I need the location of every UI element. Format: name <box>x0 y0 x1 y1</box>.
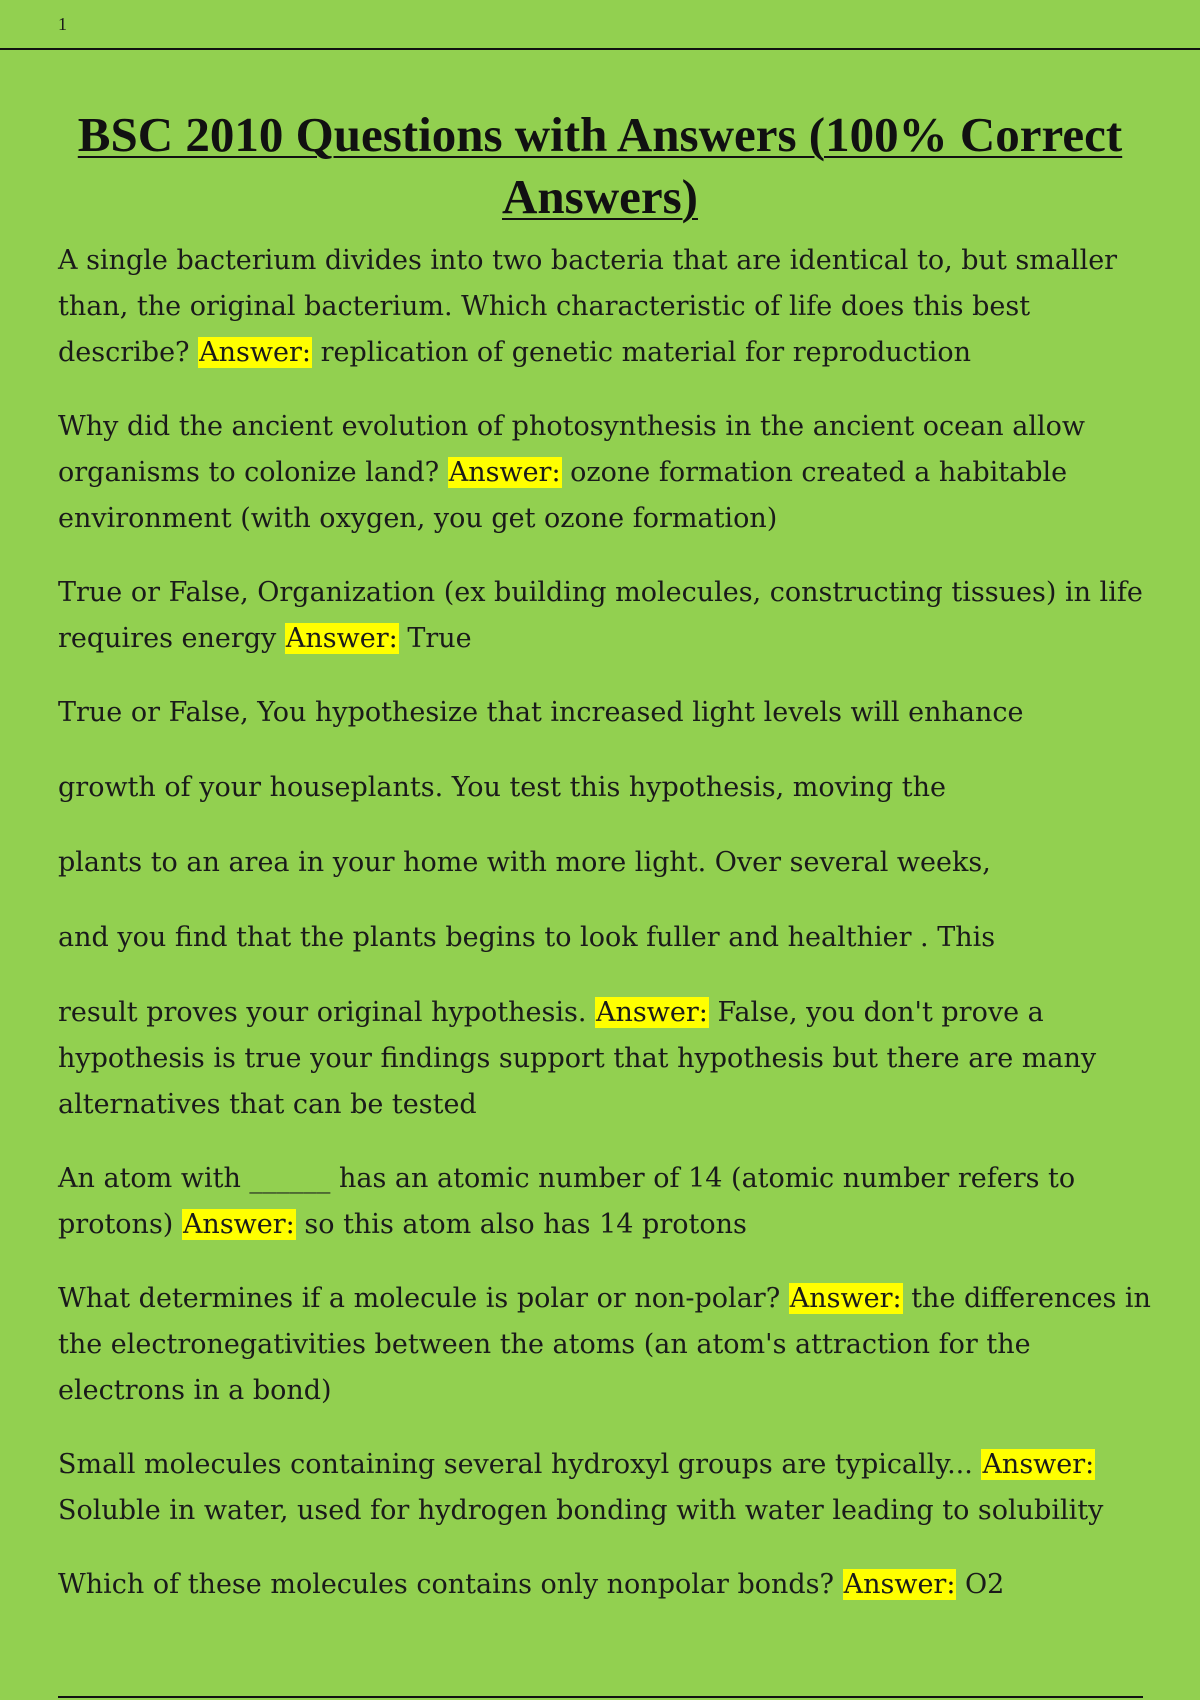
question-text: True or False, Organization (ex building molecules, constructing tissues) in life requires energy <box>58 577 1143 654</box>
question-line: growth of your houseplants. You test this hypothesis, moving the <box>58 772 947 803</box>
answer-text: replication of genetic material for reproduction <box>320 337 971 368</box>
document-title: BSC 2010 Questions with Answers (100% Correct Answers) <box>77 107 1123 224</box>
answer-label: Answer: <box>789 1283 902 1314</box>
page-number: 1 <box>58 14 67 34</box>
qa-list <box>58 238 1158 1636</box>
answer-label: Answer: <box>182 1209 295 1240</box>
answer-label: Answer: <box>843 1569 956 1600</box>
question-text: What determines if a molecule is polar or non-polar? <box>58 1283 781 1314</box>
answer-label: Answer: <box>448 457 561 488</box>
answer-text: so this atom also has 14 protons <box>304 1209 747 1240</box>
header-divider <box>0 48 1200 50</box>
question-text: An atom with ______ has an atomic number of 14 (atomic number refers to protons) <box>58 1163 1076 1240</box>
question-text: Why did the ancient evolution of photosynthesis in the ancient ocean allow organisms to colonize land? <box>58 411 1085 488</box>
qa-item <box>58 404 1158 542</box>
answer-text: False, you don't prove a hypothesis is true your findings support that hypothesis but there are many alternatives that can be tested <box>58 997 1097 1120</box>
qa-item <box>58 238 1158 376</box>
qa-item <box>58 1442 1158 1534</box>
question-line: and you find that the plants begins to look fuller and healthier . This <box>58 922 996 953</box>
answer-text: Soluble in water, used for hydrogen bonding with water leading to solubility <box>58 1495 1104 1526</box>
qa-item <box>58 1156 1158 1248</box>
qa-item <box>58 570 1158 662</box>
answer-label: Answer: <box>982 1449 1095 1480</box>
answer-text: the differences in the electronegativities between the atoms (an atom's attraction for the electrons in a bond) <box>58 1283 1151 1406</box>
answer-label: Answer: <box>285 623 398 654</box>
qa-item <box>58 1562 1158 1608</box>
question-text: Small molecules containing several hydroxyl groups are typically... <box>58 1449 973 1480</box>
answer-text: True <box>407 623 472 654</box>
question-line: True or False, You hypothesize that increased light levels will enhance <box>58 697 1024 728</box>
answer-text: O2 <box>965 1569 1005 1600</box>
answer-text: ozone formation created a habitable environment (with oxygen, you get ozone formation) <box>58 457 1068 534</box>
answer-label: Answer: <box>596 997 708 1028</box>
qa-item <box>58 690 1158 1128</box>
question-line: result proves your original hypothesis. <box>58 997 587 1028</box>
footer-divider <box>58 1696 1143 1698</box>
question-text: A single bacterium divides into two bacteria that are identical to, but smaller than, the original bacterium. Which characteristic of life does this best describe? <box>58 245 1118 368</box>
question-line: plants to an area in your home with more light. Over several weeks, <box>58 847 991 878</box>
answer-label: Answer: <box>199 337 311 368</box>
question-tail <box>58 990 1158 1128</box>
qa-item <box>58 1276 1158 1414</box>
question-text: Which of these molecules contains only nonpolar bonds? <box>58 1569 834 1600</box>
